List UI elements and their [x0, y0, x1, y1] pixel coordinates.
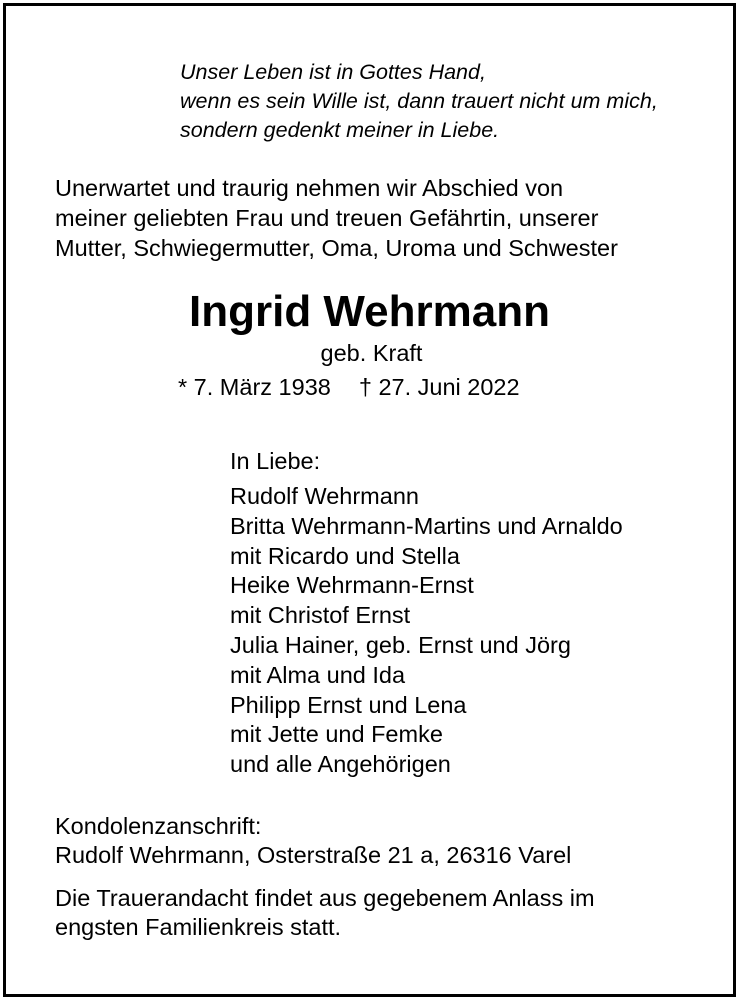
family-member: mit Jette und Femke [230, 721, 443, 748]
service-line: Die Trauerandacht findet aus gegebenem Anlass im [55, 885, 595, 911]
family-member: Rudolf Wehrmann [230, 483, 419, 509]
intro-line: meiner geliebten Frau und treuen Gefährtin, unserer [55, 205, 599, 231]
intro-line: Mutter, Schwiegermutter, Oma, Uroma und Schwester [55, 235, 618, 261]
family-member: mit Ricardo und Stella [230, 542, 460, 569]
maiden-name-row [0, 338, 739, 368]
family-member: Philipp Ernst und Lena [230, 691, 467, 718]
condolence-address-block [55, 812, 571, 870]
family-list [230, 482, 623, 780]
family-lead: In Liebe: [230, 448, 321, 474]
maiden-name: geb. Kraft [320, 340, 423, 366]
family-member: mit Christof Ernst [230, 602, 411, 629]
family-member: Britta Wehrmann-Martins und Arnaldo [230, 512, 623, 539]
intro-paragraph [55, 173, 618, 263]
verse-line: wenn es sein Wille ist, dann trauert nicht um mich, [180, 89, 658, 113]
verse-quote [180, 58, 658, 145]
intro-line: Unerwartet und traurig nehmen wir Abschied von [55, 175, 564, 201]
death-date: † 27. Juni 2022 [358, 374, 520, 400]
condolence-label: Kondolenzanschrift: [55, 813, 262, 839]
family-member: und alle Angehörigen [230, 751, 451, 778]
service-line: engsten Familienkreis statt. [55, 914, 342, 940]
family-member: Julia Hainer, geb. Ernst und Jörg [230, 631, 571, 658]
birth-date: * 7. März 1938 [178, 374, 331, 400]
service-notice [55, 884, 595, 942]
verse-line: sondern gedenkt meiner in Liebe. [180, 118, 500, 142]
life-dates [178, 372, 520, 402]
condolence-address: Rudolf Wehrmann, Osterstraße 21 a, 26316 Varel [55, 842, 572, 868]
family-member: mit Alma und Ida [230, 661, 406, 688]
family-member: Heike Wehrmann-Ernst [230, 572, 474, 599]
verse-line: Unser Leben ist in Gottes Hand, [180, 60, 486, 84]
deceased-name: Ingrid Wehrmann [189, 287, 550, 336]
